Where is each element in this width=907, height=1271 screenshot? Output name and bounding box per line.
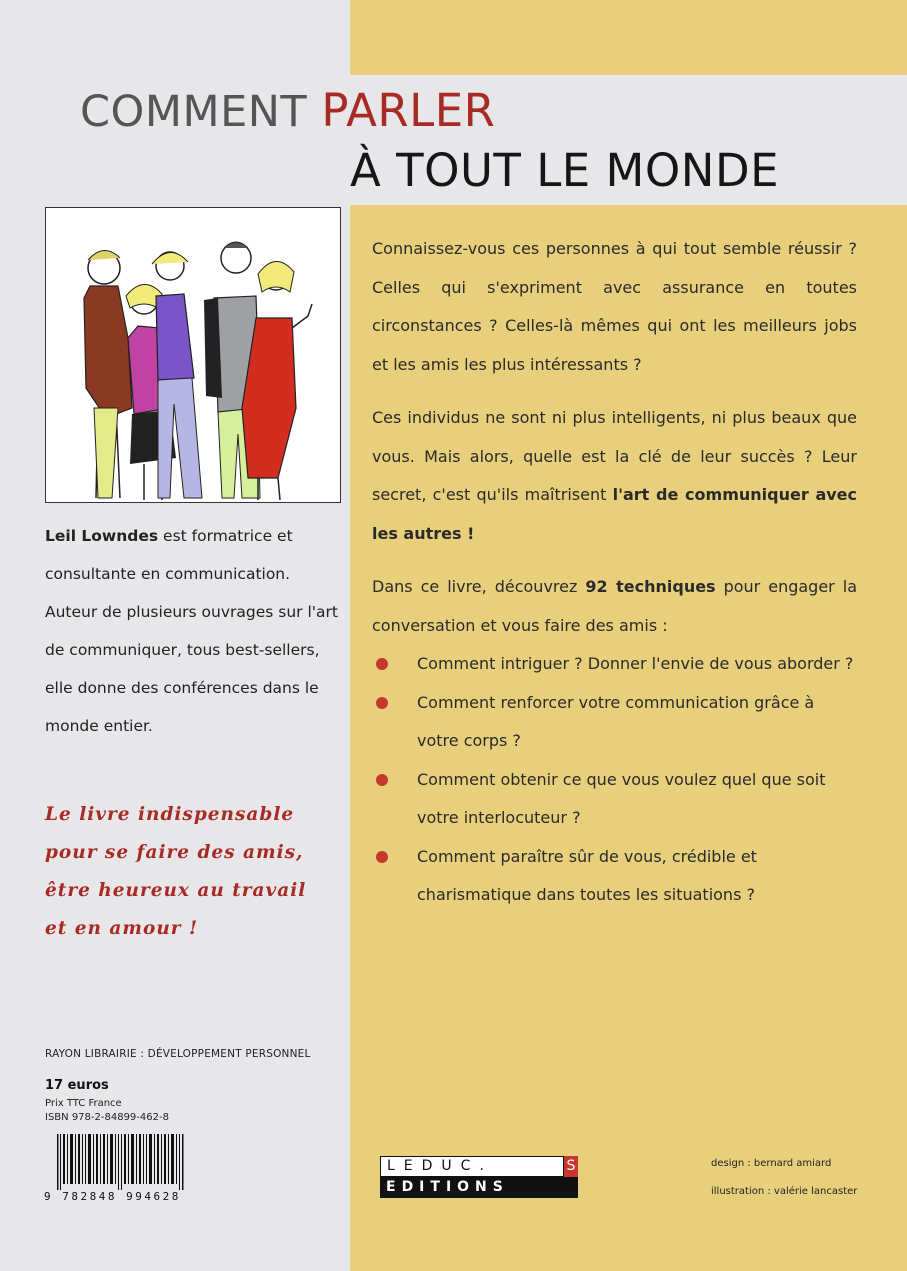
list-item — [372, 838, 857, 915]
list-item-text: Comment renforcer votre communication grâce à votre corps ? — [417, 692, 815, 750]
author-bio — [45, 517, 345, 745]
cover-illustration — [45, 207, 341, 503]
isbn: ISBN 978-2-84899-462-8 — [45, 1112, 169, 1123]
title-line-2: À TOUT LE MONDE — [350, 144, 780, 197]
bullet-dot-icon — [376, 851, 388, 863]
technique-list — [372, 645, 857, 915]
tagline-line: pour se faire des amis, — [45, 842, 304, 863]
bullet-dot-icon — [376, 658, 388, 670]
logo-editions: EDITIONS — [380, 1177, 578, 1198]
paragraph-emphasis: 92 techniques — [585, 577, 716, 596]
title-comment: COMMENT — [80, 87, 322, 137]
list-item — [372, 684, 857, 761]
barcode-icon — [57, 1134, 187, 1190]
description-paragraph — [372, 568, 857, 645]
tagline — [45, 796, 306, 948]
publisher-logo — [380, 1156, 578, 1198]
price: 17 euros — [45, 1078, 109, 1093]
author-bio-text: est formatrice et consultante en communication. Auteur de plusieurs ouvrages sur l'art de communiquer, tous best-sellers, elle donne des conférences dans le monde entier. — [45, 527, 338, 735]
title-parler: PARLER — [321, 84, 496, 137]
paragraph-text: Ces individus ne sont ni plus intelligents, ni plus beaux que vous. Mais alors, quelle est la clé de leur succès ? Leur secret, c'est qu'ils maîtrisent — [372, 408, 857, 504]
prix-ttc: Prix TTC France — [45, 1098, 122, 1109]
bullet-dot-icon — [376, 697, 388, 709]
design-credit: design : bernard amiard — [711, 1158, 832, 1169]
illustration-credit: illustration : valérie lancaster — [711, 1186, 858, 1197]
people-illustration — [46, 208, 340, 502]
bullet-dot-icon — [376, 774, 388, 786]
list-item-text: Comment intriguer ? Donner l'envie de vous aborder ? — [417, 654, 854, 673]
paragraph-emphasis: l'art de communiquer avec les autres ! — [372, 485, 857, 543]
rayon-label: RAYON LIBRAIRIE : DÉVELOPPEMENT PERSONNEL — [45, 1048, 311, 1060]
list-item-text: Comment obtenir ce que vous voulez quel que soit votre interlocuteur ? — [417, 769, 826, 827]
yellow-band-top — [350, 0, 907, 75]
price-details — [45, 1097, 169, 1125]
paragraph-text: Dans ce livre, découvrez — [372, 577, 586, 596]
logo-s: S — [564, 1156, 578, 1177]
description-paragraph: Connaissez-vous ces personnes à qui tout semble réussir ? Celles qui s'expriment avec assurance en toutes circonstances ? Celles-là mêmes qui ont les meilleurs jobs et les amis les plus intéressants ? — [372, 239, 857, 374]
tagline-line: Le livre indispensable — [45, 804, 295, 825]
description — [372, 230, 857, 915]
title-line-1 — [80, 84, 496, 137]
author-name: Leil Lowndes — [45, 527, 159, 545]
list-item — [372, 761, 857, 838]
paragraph-text: pour engager la conversation et vous faire des amis : — [372, 577, 857, 635]
list-item — [372, 645, 857, 684]
description-paragraph — [372, 399, 857, 553]
tagline-line: être heureux au travail — [45, 880, 307, 901]
list-item-text: Comment paraître sûr de vous, crédible et charismatique dans toutes les situations ? — [417, 846, 757, 904]
tagline-line: et en amour ! — [45, 918, 199, 939]
logo-leduc: LEDUC. — [380, 1156, 564, 1177]
barcode-number: 9 782848 994628 — [44, 1190, 181, 1203]
